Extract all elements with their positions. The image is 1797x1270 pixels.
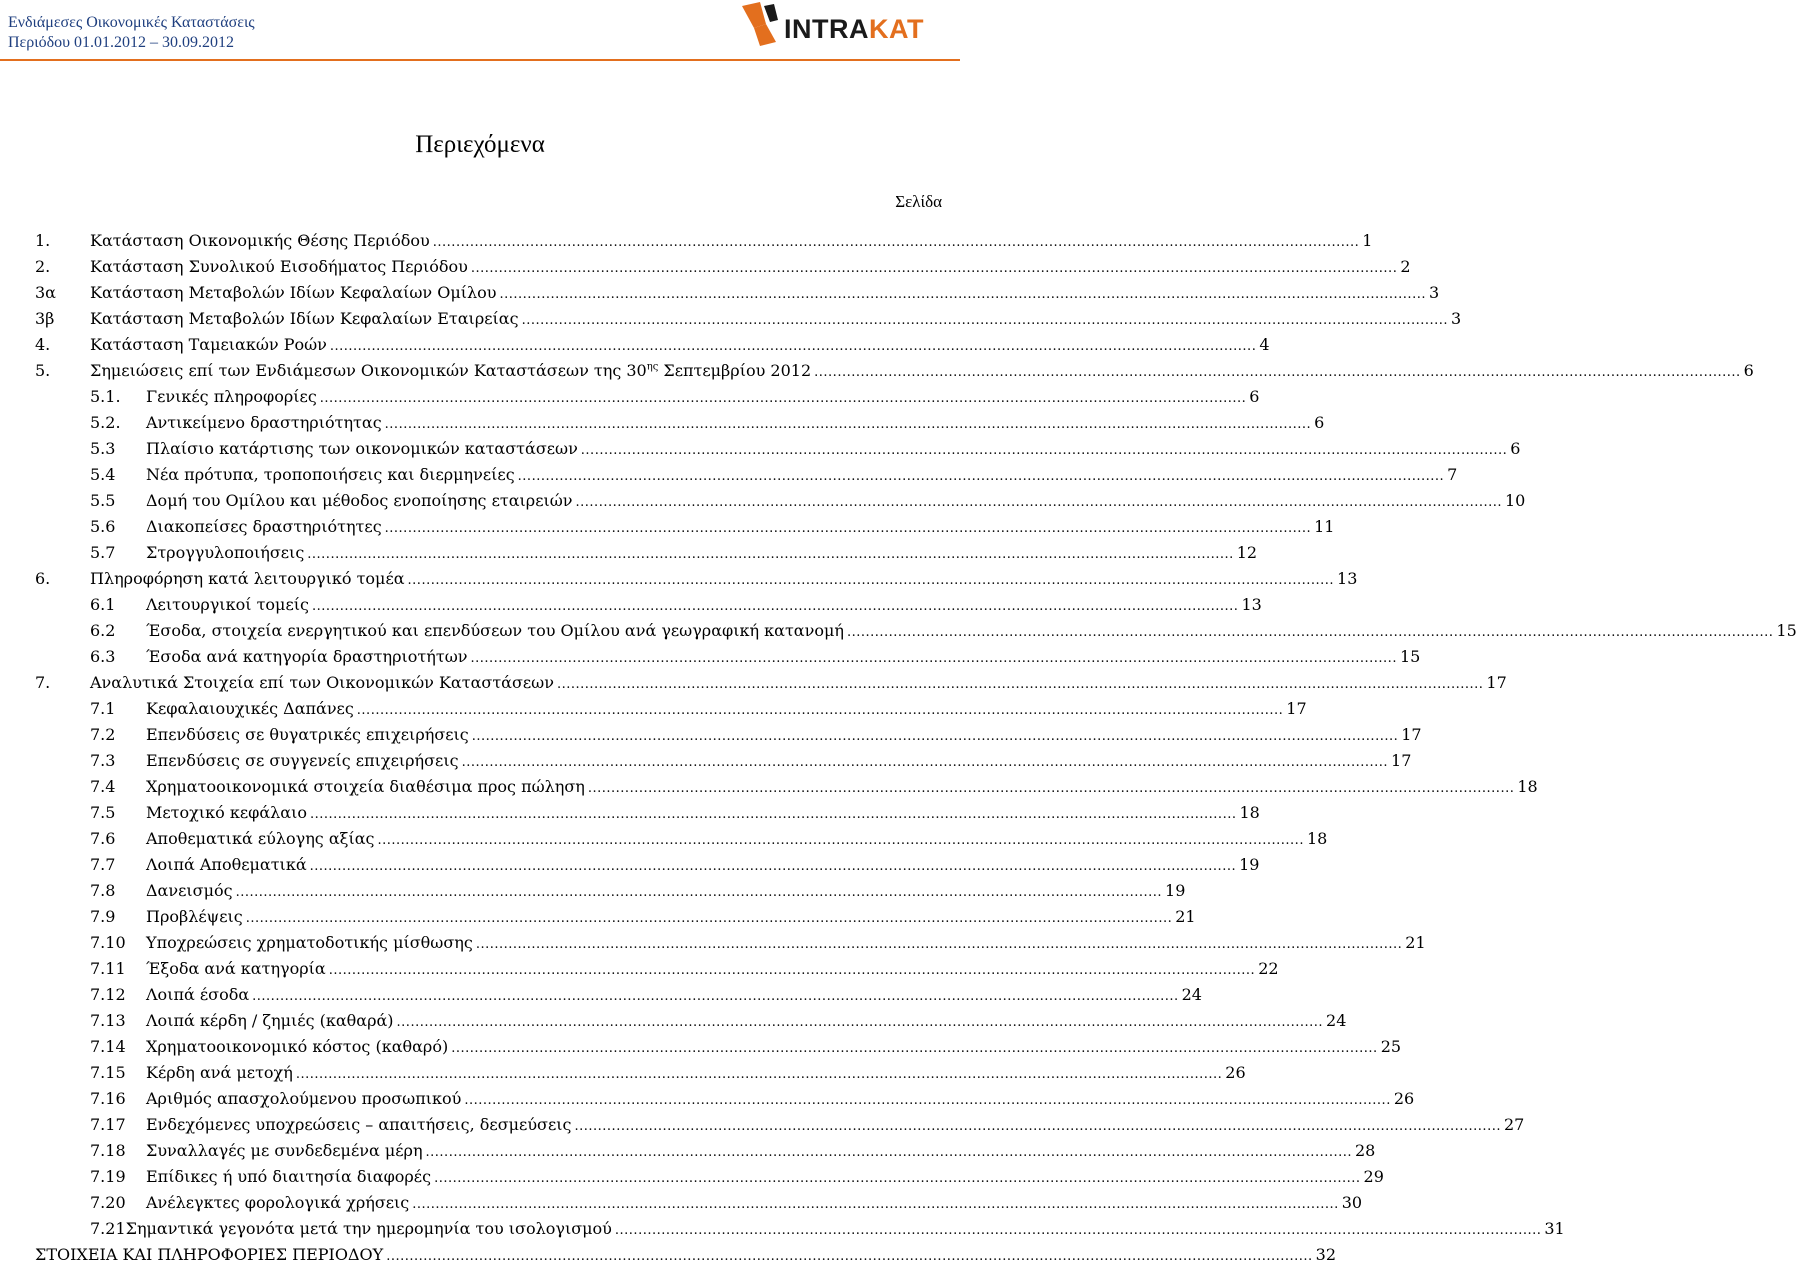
toc-entry-page: 15 <box>1776 621 1797 640</box>
toc-entry-title <box>146 540 304 566</box>
header-period: Περιόδου 01.01.2012 – 30.09.2012 <box>8 34 235 51</box>
toc-entry-page: 12 <box>1236 543 1258 562</box>
toc-leader-dots: ........................................................................................................................................................................................................ <box>470 261 1398 276</box>
toc-entry-page: 24 <box>1181 985 1202 1004</box>
toc-entry[interactable] <box>90 982 1202 1008</box>
toc-entry[interactable] <box>90 878 1186 904</box>
toc-entry-page: 24 <box>1326 1011 1347 1030</box>
toc-entry[interactable] <box>90 748 1412 774</box>
toc-entry-number: 5.1. <box>90 387 121 406</box>
toc-entry-title-text: Λοιπά κέρδη / ζημιές (καθαρά) <box>146 1011 394 1030</box>
toc-entry-number: 5. <box>35 361 51 380</box>
toc-entry-title-text: Πλαίσιο κατάρτισης των οικονομικών καταστάσεων <box>146 439 578 458</box>
toc-entry[interactable] <box>90 722 1422 748</box>
toc-entry-title-text: Λοιπά έσοδα <box>146 985 250 1004</box>
toc-entry-title-text: Κατάσταση Συνολικού Εισοδήματος Περιόδου <box>90 257 468 276</box>
toc-entry-page: 28 <box>1355 1141 1376 1160</box>
toc-leader-dots: ........................................................................................................................................................................................................ <box>245 911 1173 926</box>
toc-entry-title-text: Κέρδη ανά μετοχή <box>146 1063 293 1082</box>
toc-entry[interactable] <box>35 332 1270 358</box>
toc-entry-title-text: Κεφαλαιουχικές Δαπάνες <box>146 699 354 718</box>
toc-leader-dots: ........................................................................................................................................................................................................ <box>432 235 1360 250</box>
logo-wordmark <box>784 14 924 44</box>
toc-entry-page: 13 <box>1337 569 1358 588</box>
toc-entry[interactable] <box>90 774 1538 800</box>
toc-entry-title-text: Σημειώσεις επί των Ενδιάμεσων Οικονομικών Καταστάσεων της 30 <box>90 361 647 380</box>
toc-entry-number: 7.18 <box>90 1141 126 1160</box>
toc-entry-page: 21 <box>1405 933 1426 952</box>
toc-entry[interactable] <box>90 436 1521 462</box>
toc-entry-page: 18 <box>1239 803 1260 822</box>
toc-entry-page: 17 <box>1486 673 1507 692</box>
toc-entry[interactable] <box>35 566 1358 592</box>
toc-entry-page: 31 <box>1544 1219 1565 1238</box>
toc-leader-dots: ........................................................................................................................................................................................................ <box>319 391 1247 406</box>
toc-entry-page: 3 <box>1451 309 1462 328</box>
toc-leader-dots: ........................................................................................................................................................................................................ <box>475 937 1403 952</box>
toc-entry-title <box>146 410 382 436</box>
toc-entry[interactable] <box>90 800 1260 826</box>
toc-entry-title-text: Γενικές πληροφορίες <box>146 387 317 406</box>
toc-entry-page: 6 <box>1510 439 1521 458</box>
toc-entry-title-text: Χρηματοοικονομικά στοιχεία διαθέσιμα προς πώληση <box>146 777 585 796</box>
toc-entry-number: 7. <box>35 673 51 692</box>
toc-entry-page: 6 <box>1249 387 1260 406</box>
toc-entry-number: 5.4 <box>90 465 116 484</box>
toc-entry-title-text: Λειτουργικοί τομείς <box>146 595 309 614</box>
toc-entry-title <box>146 1190 409 1216</box>
toc-leader-dots: ........................................................................................................................................................................................................ <box>499 287 1426 302</box>
toc-leader-dots: ........................................................................................................................................................................................................ <box>471 729 1399 744</box>
toc-leader-dots: ........................................................................................................................................................................................................ <box>575 495 1502 510</box>
toc-entry-title-text: Κατάσταση Μεταβολών Ιδίων Κεφαλαίων Ομίλου <box>90 283 497 302</box>
toc-entry[interactable] <box>90 696 1307 722</box>
toc-entry[interactable] <box>90 462 1458 488</box>
toc-entry-title <box>90 228 430 254</box>
toc-entry-number: 5.3 <box>90 439 116 458</box>
toc-entry-title-text: Έσοδα ανά κατηγορία δραστηριοτήτων <box>146 647 468 666</box>
toc-entry[interactable] <box>35 1242 1337 1268</box>
toc-entry-page: 3 <box>1428 283 1440 302</box>
toc-entry-title <box>146 878 233 904</box>
toc-entry[interactable] <box>35 254 1411 280</box>
toc-entry-title <box>146 1060 293 1086</box>
toc-leader-dots: ........................................................................................................................................................................................................ <box>521 313 1449 328</box>
toc-entry-title-text: Μετοχικό κεφάλαιο <box>146 803 307 822</box>
toc-entry-title <box>35 1242 383 1268</box>
toc-entry-page: 25 <box>1380 1037 1402 1056</box>
toc-entry[interactable] <box>90 488 1526 514</box>
toc-entry[interactable] <box>35 228 1373 254</box>
toc-entry-title-text: Προβλέψεις <box>146 907 243 926</box>
toc-leader-dots: ........................................................................................................................................................................................................ <box>556 677 1484 692</box>
toc-entry[interactable] <box>90 1060 1246 1086</box>
toc-leader-dots: ........................................................................................................................................................................................................ <box>470 651 1397 666</box>
toc-entry-title-text: Ανέλεγκτες φορολογικά χρήσεις <box>146 1193 410 1212</box>
toc-entry-title <box>146 696 354 722</box>
toc-entry-number: 7.19 <box>90 1167 126 1186</box>
header-divider <box>0 59 960 61</box>
toc-entry-title <box>146 852 307 878</box>
toc-entry-title <box>146 930 473 956</box>
toc-leader-dots: ........................................................................................................................................................................................................ <box>356 703 1284 718</box>
toc-entry-page: 7 <box>1447 465 1458 484</box>
toc-entry-title-text: Υποχρεώσεις χρηματοδοτικής μίσθωσης <box>146 933 473 952</box>
toc-entry-title-text: Χρηματοοικονομικό κόστος (καθαρό) <box>146 1037 449 1056</box>
toc-entry-title-text: Σημαντικά γεγονότα μετά την ημερομηνία του ισολογισμού <box>125 1219 612 1238</box>
logo-text-kat: KAT <box>869 14 924 44</box>
toc-entry-number: 7.3 <box>90 751 116 770</box>
toc-entry-number: 6.3 <box>90 647 116 666</box>
toc-entry-title-text: Επενδύσεις σε θυγατρικές επιχειρήσεις <box>146 725 469 744</box>
toc-entry-title <box>146 644 467 670</box>
toc-entry-number: 7.7 <box>90 855 116 874</box>
toc-leader-dots: ........................................................................................................................................................................................................ <box>377 833 1304 848</box>
toc-entry-title <box>146 956 326 982</box>
toc-leader-dots: ........................................................................................................................................................................................................ <box>295 1067 1223 1082</box>
toc-entry-title <box>146 748 459 774</box>
toc-entry-title-text: Λοιπά Αποθεματικά <box>146 855 307 874</box>
toc-entry-page: 1 <box>1362 231 1373 250</box>
toc-leader-dots: ........................................................................................................................................................................................................ <box>574 1119 1501 1134</box>
toc-entry-number: 7.6 <box>90 829 116 848</box>
toc-entry-title-text: Αποθεματικά εύλογης αξίας <box>146 829 375 848</box>
toc-entry-title <box>146 1138 423 1164</box>
toc-leader-dots: ........................................................................................................................................................................................................ <box>235 885 1163 900</box>
toc-entry-page: 21 <box>1175 907 1196 926</box>
toc-leader-dots: ........................................................................................................................................................................................................ <box>587 781 1515 796</box>
toc-entry[interactable] <box>90 1112 1525 1138</box>
toc-entry[interactable] <box>35 280 1440 306</box>
toc-entry-title <box>146 800 307 826</box>
toc-leader-dots: ........................................................................................................................................................................................................ <box>396 1015 1324 1030</box>
toc-entry-number: 7.16 <box>90 1089 126 1108</box>
toc-entry-number: 7.21 <box>90 1219 126 1238</box>
toc-entry-page: 11 <box>1314 517 1335 536</box>
page-header <box>0 0 960 62</box>
toc-entry-title <box>90 280 497 306</box>
toc-entry-number: 5.5 <box>90 491 116 510</box>
toc-entry-page: 6 <box>1743 361 1754 380</box>
toc-entry-page: 6 <box>1314 413 1325 432</box>
toc-leader-dots: ........................................................................................................................................................................................................ <box>384 417 1312 432</box>
toc-entry-title <box>90 358 811 384</box>
toc-entry-number: 3α <box>35 283 56 302</box>
toc-entry-number: 6. <box>35 569 51 588</box>
toc-entry-number: 7.4 <box>90 777 116 796</box>
toc-leader-dots: ........................................................................................................................................................................................................ <box>425 1145 1352 1160</box>
toc-entry[interactable] <box>90 930 1426 956</box>
toc-entry-title <box>146 982 249 1008</box>
toc-entry-number: 5.7 <box>90 543 116 562</box>
toc-entry-number: 1. <box>35 231 51 250</box>
toc-entry[interactable] <box>90 1086 1415 1112</box>
toc-leader-dots: ........................................................................................................................................................................................................ <box>384 521 1312 536</box>
toc-leader-dots: ........................................................................................................................................................................................................ <box>846 625 1774 640</box>
toc-entry-title-text: Επίδικες ή υπό διαιτησία διαφορές <box>146 1167 432 1186</box>
toc-leader-dots: ........................................................................................................................................................................................................ <box>461 755 1389 770</box>
toc-entry-title <box>90 566 405 592</box>
toc-entry-title-text: Νέα πρότυπα, τροποποιήσεις και διερμηνείες <box>146 465 515 484</box>
toc-entry-title-sup: ης <box>646 361 659 373</box>
toc-leader-dots: ........................................................................................................................................................................................................ <box>386 1249 1313 1264</box>
toc-entry-title-text: Αναλυτικά Στοιχεία επί των Οικονομικών Καταστάσεων <box>90 673 554 692</box>
toc-entry-title <box>146 618 844 644</box>
toc-entry-title <box>146 1034 448 1060</box>
toc-entry-number: 7.15 <box>90 1063 126 1082</box>
toc-entry-page: 10 <box>1505 491 1526 510</box>
toc-entry-title <box>146 774 585 800</box>
toc-entry-title-text: Δανεισμός <box>146 881 233 900</box>
toc-entry-page: 2 <box>1400 257 1411 276</box>
toc-leader-dots: ........................................................................................................................................................................................................ <box>434 1171 1361 1186</box>
toc-entry[interactable] <box>90 852 1260 878</box>
toc-entry-number: 6.2 <box>90 621 116 640</box>
toc-entry[interactable] <box>90 956 1279 982</box>
toc-entry-number: 7.5 <box>90 803 116 822</box>
toc-entry[interactable] <box>35 358 1754 384</box>
page-title: Περιεχόμενα <box>415 131 545 158</box>
toc-entry[interactable] <box>90 540 1258 566</box>
toc-entry-title <box>126 1216 612 1242</box>
toc-entry-title <box>90 254 468 280</box>
toc-entry-number: 5.2. <box>90 413 121 432</box>
logo-text-intra: INTRA <box>784 14 869 44</box>
toc-entry-title-text: Κατάσταση Ταμειακών Ροών <box>90 335 327 354</box>
toc-leader-dots: ........................................................................................................................................................................................................ <box>309 859 1237 874</box>
toc-entry-number: 7.8 <box>90 881 116 900</box>
toc-entry[interactable] <box>90 1190 1363 1216</box>
toc-leader-dots: ........................................................................................................................................................................................................ <box>407 573 1335 588</box>
toc-entry-number: 7.11 <box>90 959 126 978</box>
toc-entry-number: 2. <box>35 257 51 276</box>
toc-leader-dots: ........................................................................................................................................................................................................ <box>329 339 1257 354</box>
toc-leader-dots: ........................................................................................................................................................................................................ <box>580 443 1508 458</box>
toc-entry-page: 19 <box>1165 881 1186 900</box>
toc-entry-title <box>146 436 578 462</box>
header-text <box>8 13 255 53</box>
toc-entry[interactable] <box>90 1008 1347 1034</box>
toc-entry-title-text: Αντικείμενο δραστηριότητας <box>146 413 382 432</box>
toc-entry-title <box>146 1008 394 1034</box>
toc-entry-page: 18 <box>1517 777 1538 796</box>
toc-entry-title <box>146 514 382 540</box>
toc-entry-title <box>90 670 554 696</box>
toc-leader-dots: ........................................................................................................................................................................................................ <box>814 365 1741 380</box>
toc-entry-number: 4. <box>35 335 51 354</box>
toc-entry-page: 19 <box>1239 855 1260 874</box>
toc-entry-title <box>146 462 515 488</box>
header-title: Ενδιάμεσες Οικονομικές Καταστάσεις <box>8 14 255 31</box>
toc-entry-page: 4 <box>1259 335 1270 354</box>
toc-entry-page: 30 <box>1341 1193 1363 1212</box>
toc-entry-title <box>90 332 327 358</box>
toc-entry[interactable] <box>90 1138 1376 1164</box>
toc-entry-number: 7.14 <box>90 1037 126 1056</box>
toc-entry-number: 7.13 <box>90 1011 126 1030</box>
toc-entry-page: 27 <box>1503 1115 1525 1134</box>
toc-entry-title-text: ΣΤΟΙΧΕΙΑ ΚΑΙ ΠΛΗΡΟΦΟΡΙΕΣ ΠΕΡΙΟΔΟΥ <box>35 1245 384 1264</box>
toc-entry-title <box>146 1086 461 1112</box>
toc-entry-title-text: Ενδεχόμενες υποχρεώσεις – απαιτήσεις, δεσμεύσεις <box>146 1115 572 1134</box>
toc-entry-number: 7.20 <box>90 1193 126 1212</box>
toc-entry-page: 17 <box>1286 699 1307 718</box>
toc-entry-title <box>146 1164 431 1190</box>
toc-entry-page: 17 <box>1391 751 1412 770</box>
intrakat-logo <box>740 2 956 50</box>
toc-entry-title-text: Έξοδα ανά κατηγορία <box>146 959 326 978</box>
toc-entry-title-rest: Σεπτεμβρίου 2012 <box>658 361 812 380</box>
toc-entry[interactable] <box>90 514 1335 540</box>
toc-leader-dots: ........................................................................................................................................................................................................ <box>451 1041 1378 1056</box>
toc-entry-title <box>146 488 573 514</box>
toc-entry-number: 7.1 <box>90 699 116 718</box>
toc-entry-number: 6.1 <box>90 595 116 614</box>
toc-leader-dots: ........................................................................................................................................................................................................ <box>412 1197 1339 1212</box>
toc-leader-dots: ........................................................................................................................................................................................................ <box>328 963 1256 978</box>
toc-entry[interactable] <box>90 1034 1402 1060</box>
toc-entry-title-text: Δομή του Ομίλου και μέθοδος ενοποίησης εταιρειών <box>146 491 573 510</box>
toc-entry-page: 26 <box>1225 1063 1246 1082</box>
page-column-label: Σελίδα <box>895 192 942 211</box>
toc-leader-dots: ........................................................................................................................................................................................................ <box>311 599 1239 614</box>
toc-entry-page: 32 <box>1315 1245 1337 1264</box>
toc-entry-page: 18 <box>1306 829 1328 848</box>
toc-entry-title-text: Κατάσταση Οικονομικής Θέσης Περιόδου <box>90 231 430 250</box>
toc-entry[interactable] <box>90 410 1325 436</box>
toc-entry[interactable] <box>90 644 1421 670</box>
toc-entry-page: 26 <box>1393 1089 1415 1108</box>
toc-entry[interactable] <box>35 670 1507 696</box>
logo-mark-icon <box>740 2 780 46</box>
toc-entry[interactable] <box>90 618 1797 644</box>
toc-entry-title-text: Κατάσταση Μεταβολών Ιδίων Κεφαλαίων Εταιρείας <box>90 309 519 328</box>
toc-entry-number: 7.9 <box>90 907 116 926</box>
toc-entry[interactable] <box>90 826 1328 852</box>
toc-entry[interactable] <box>90 904 1196 930</box>
toc-entry-title-text: Έσοδα, στοιχεία ενεργητικού και επενδύσεων του Ομίλου ανά γεωγραφική κατανομή <box>146 621 844 640</box>
toc-entry[interactable] <box>90 592 1262 618</box>
toc-entry-title-text: Διακοπείσες δραστηριότητες <box>146 517 382 536</box>
toc-entry-number: 5.6 <box>90 517 116 536</box>
toc-entry-title <box>146 592 309 618</box>
toc-entry-page: 22 <box>1258 959 1279 978</box>
toc-entry-title <box>146 826 374 852</box>
toc-entry[interactable] <box>90 1216 1565 1242</box>
toc-entry-number: 7.12 <box>90 985 126 1004</box>
toc-entry-title <box>146 722 469 748</box>
toc-entry[interactable] <box>90 384 1260 410</box>
toc-entry[interactable] <box>35 306 1462 332</box>
toc-entry-number: 3β <box>35 309 55 328</box>
toc-entry-number: 7.2 <box>90 725 116 744</box>
toc-entry-title-text: Συναλλαγές με συνδεδεμένα μέρη <box>146 1141 423 1160</box>
toc-leader-dots: ........................................................................................................................................................................................................ <box>252 989 1179 1004</box>
toc-leader-dots: ........................................................................................................................................................................................................ <box>307 547 1234 562</box>
toc-entry-title-text: Επενδύσεις σε συγγενείς επιχειρήσεις <box>146 751 459 770</box>
toc-entry[interactable] <box>90 1164 1384 1190</box>
toc-entry-number: 7.17 <box>90 1115 126 1134</box>
toc-entry-title <box>146 384 317 410</box>
toc-entry-page: 29 <box>1363 1167 1384 1186</box>
toc-entry-number: 7.10 <box>90 933 126 952</box>
toc-entry-title <box>146 1112 572 1138</box>
toc-entry-title <box>90 306 519 332</box>
toc-entry-page: 13 <box>1241 595 1262 614</box>
toc-leader-dots: ........................................................................................................................................................................................................ <box>517 469 1445 484</box>
toc-entry-page: 17 <box>1401 725 1422 744</box>
toc-entry-page: 15 <box>1399 647 1421 666</box>
toc-entry-title-text: Αριθμός απασχολούμενου προσωπικού <box>146 1089 462 1108</box>
toc-leader-dots: ........................................................................................................................................................................................................ <box>310 807 1237 822</box>
toc-leader-dots: ........................................................................................................................................................................................................ <box>614 1223 1542 1238</box>
toc-entry-title <box>146 904 243 930</box>
toc-entry-title-text: Στρογγυλοποιήσεις <box>146 543 305 562</box>
toc-entry-title-text: Πληροφόρηση κατά λειτουργικό τομέα <box>90 569 405 588</box>
toc-leader-dots: ........................................................................................................................................................................................................ <box>464 1093 1391 1108</box>
